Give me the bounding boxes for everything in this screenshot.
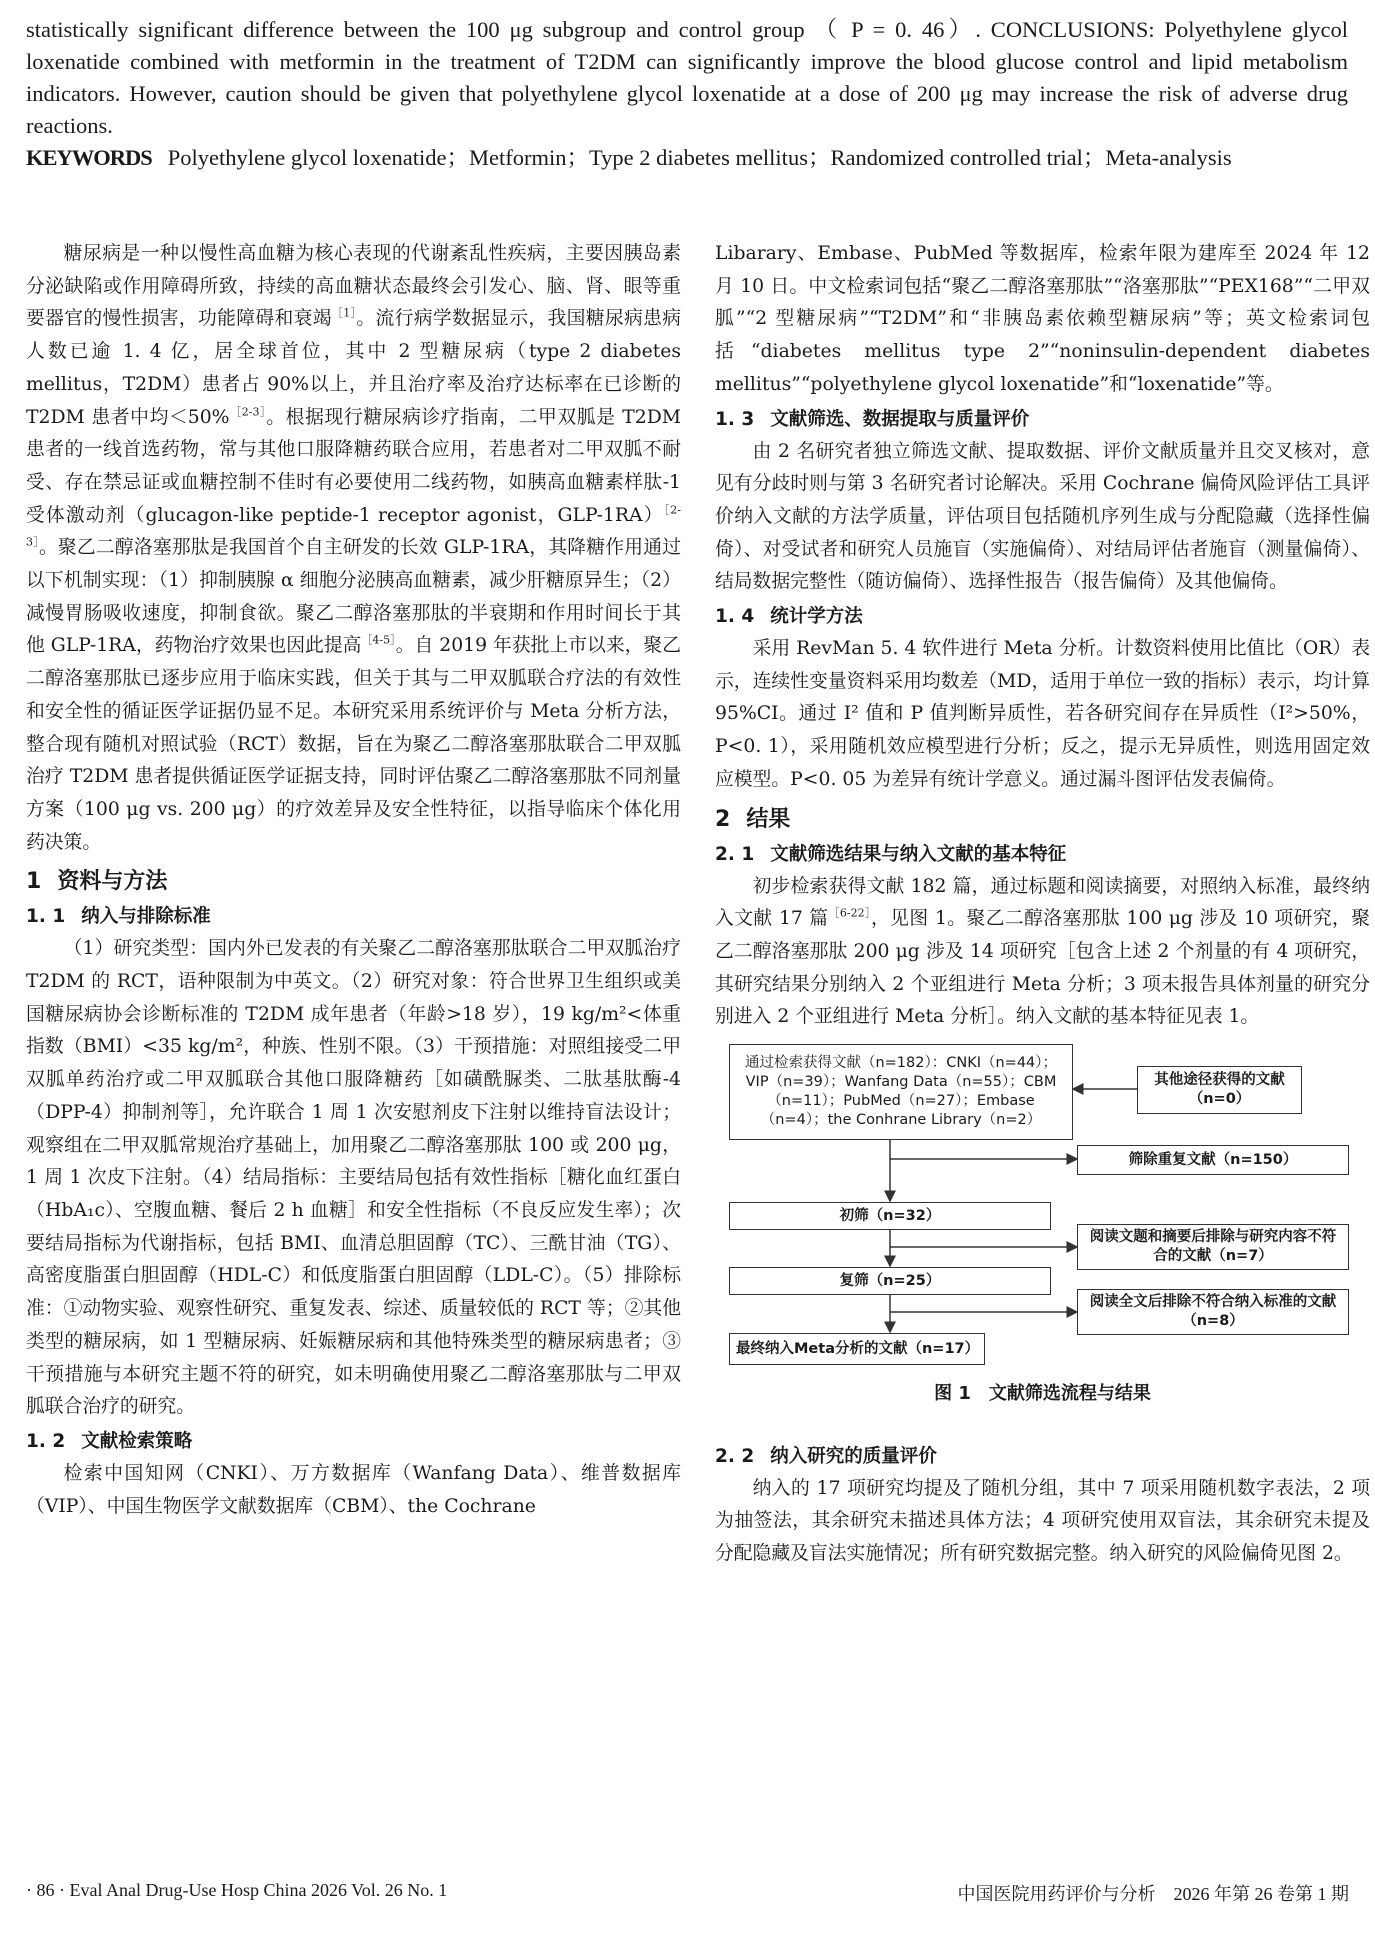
flow-box-duplicates: 筛除重复文献（n=150） — [1077, 1145, 1349, 1175]
flow-box-exclusion-1: 阅读文题和摘要后排除与研究内容不符合的文献（n=7） — [1077, 1224, 1349, 1270]
citation: ［2-3］ — [26, 503, 681, 550]
criteria-paragraph: （1）研究类型：国内外已发表的有关聚乙二醇洛塞那肽联合二甲双胍治疗 T2DM 的 RCT，语种限制为中英文。（2）研究对象：符合世界卫生组织或美国糖尿病协会诊断标准的 T2DM 成年患者（年龄>18 岁），19 kg/m²<体重指数（BMI）<35 kg/m²，种族、性别不限。（3）干预措施：对照组接受二甲双胍单药治疗或二甲双胍联合其他口服降糖药［如磺酰脲类、二肽基肽酶-4（DPP-4）抑制剂等］，允许联合 1 周 1 次安慰剂皮下注射以维持盲法设计；观察组在二甲双胍常规治疗基础上，加用聚乙二醇洛塞那肽 100 或 200 μg，1 周 1 次皮下注射。（4）结局指标：主要结局包括有效性指标［糖化血红蛋白（HbA₁c）、空腹血糖、餐后 2 h 血糖］和安全性指标（不良反应发生率）；次要结局指标为代谢指标，包括 BMI、血清总胆固醇（TC）、三酰甘油（TG）、高密度脂蛋白胆固醇（HDL-C）和低度脂蛋白胆固醇（LDL-C）。（5）排除标准：①动物实验、观察性研究、重复发表、综述、质量较低的 RCT 等；②其他类型的糖尿病，如 1 型糖尿病、妊娠糖尿病和其他特殊类型的糖尿病患者；③干预措施与本研究主题不符的研究，如未明确使用聚乙二醇洛塞那肽与二甲双胍联合治疗的研究。 — [26, 938, 681, 1418]
flow-box-search: 通过检索获得文献（n=182）：CNKI（n=44）；VIP（n=39）；Wanfang Data（n=55）；CBM（n=11）；PubMed（n=27）；Embase（n=4）；the Conhrane Library（n=2） — [729, 1044, 1073, 1140]
screening-paragraph: 由 2 名研究者独立筛选文献、提取数据、评价文献质量并且交叉核对，意见有分歧时则与第 3 名研究者讨论解决。采用 Cochrane 偏倚风险评估工具评价纳入文献的方法学质量，评估项目包括随机序列生成与分配隐藏（选择性偏倚）、对受试者和研究人员施盲（实施偏倚）、对结局评估者施盲（测量偏倚）、结局数据完整性（随访偏倚）、选择性报告（报告偏倚）及其他偏倚。 — [715, 440, 1370, 593]
statistics-paragraph: 采用 RevMan 5. 4 软件进行 Meta 分析。计数资料使用比值比（OR）表示，连续性变量资料采用均数差（MD，适用于单位一致的指标）表示，均计算 95%CI。通过 I² 值和 P 值判断异质性，若各研究间存在异质性（I²>50%，P<0. 1），采用随机效应模型进行分析；反之，提示无异质性，则选用固定效应模型。P<0. 05 为差异有统计学意义。通过漏斗图评估发表偏倚。 — [715, 638, 1370, 790]
keywords-line — [26, 142, 1348, 174]
keywords-label: KEYWORDS — [26, 145, 152, 170]
section-heading-1: 1 资料与方法 — [26, 869, 168, 895]
citation: ［1］ — [331, 307, 357, 321]
subsection-heading-2-1: 2. 1 文献筛选结果与纳入文献的基本特征 — [715, 843, 1067, 865]
flow-diagram — [715, 1042, 1370, 1372]
figure-caption: 图 1 文献筛选流程与结果 — [934, 1383, 1151, 1405]
subsection-heading-1-3: 1. 3 文献筛选、数据提取与质量评价 — [715, 408, 1030, 430]
abstract-conclusion: statistically significant difference between the 100 μg subgroup and control group （ P = 0. 46）. CONCLUSIONS: Polyethylene glycol loxenatide combined with metformin in the treatment of T2DM can significantly improve the blood glucose control and lipid metabolism indicators. However, caution should be given that polyethylene glycol loxenatide at a dose of 200 μg may increase the risk of adverse drug reactions. — [26, 17, 1348, 138]
search-strategy-continued: Libarary、Embase、PubMed 等数据库，检索年限为建库至 2024 年 12 月 10 日。中文检索词包括“聚乙二醇洛塞那肽”“洛塞那肽”“PEX168”“二甲双胍”“2 型糖尿病”“T2DM”和“非胰岛素依赖型糖尿病”等；英文检索词包括“diabetes mellitus type 2”“noninsulin-dependent diabetes mellitus”“polyethylene glycol loxenatide”和“loxenatide”等。 — [715, 243, 1370, 395]
right-column — [715, 238, 1370, 1571]
search-strategy-paragraph: 检索中国知网（CNKI）、万方数据库（Wanfang Data）、维普数据库（VIP）、中国生物医学文献数据库（CBM）、the Cochrane — [26, 1462, 681, 1517]
left-column — [26, 238, 681, 1523]
citation: ［2-3］ — [229, 405, 267, 419]
footer-left: · 86 · Eval Anal Drug-Use Hosp China 2026 Vol. 26 No. 1 — [26, 1880, 448, 1900]
flow-box-exclusion-2: 阅读全文后排除不符合纳入标准的文献（n=8） — [1077, 1289, 1349, 1335]
subsection-heading-2-2: 2. 2 纳入研究的质量评价 — [715, 1445, 937, 1467]
section-heading-2: 2 结果 — [715, 806, 791, 832]
subsection-heading-1-1: 1. 1 纳入与排除标准 — [26, 906, 211, 928]
flow-box-first-screen: 初筛（n=32） — [729, 1202, 1051, 1230]
flow-box-second-screen: 复筛（n=25） — [729, 1267, 1051, 1295]
flow-box-final: 最终纳入Meta分析的文献（n=17） — [729, 1333, 985, 1365]
citation: ［4-5］ — [361, 634, 396, 648]
footer-right: 中国医院用药评价与分析 2026 年第 26 卷第 1 期 — [957, 1884, 1349, 1904]
subsection-heading-1-2: 1. 2 文献检索策略 — [26, 1430, 193, 1452]
quality-paragraph: 纳入的 17 项研究均提及了随机分组，其中 7 项采用随机数字表法，2 项为抽签法，其余研究未描述具体方法；4 项研究使用双盲法，其余研究未提及分配隐藏及盲法实施情况；所有研究数据完整。纳入研究的风险偏倚见图 2。 — [715, 1477, 1370, 1565]
abstract-block — [26, 14, 1348, 174]
intro-paragraph: 糖尿病是一种以慢性高血糖为核心表现的代谢紊乱性疾病，主要因胰岛素分泌缺陷或作用障碍所致，持续的高血糖状态最终会引发心、脑、肾、眼等重要器官的慢性损害，功能障碍和衰竭$^{[1]}$。流行病学数据显示，我国糖尿病患病人数已逾 1. 4 亿，居全球首位，其中 2 型糖尿病（type 2 diabetes mellitus，T2DM）患者占 90%以上，并且治疗率及治疗达标率在已诊断的 T2DM 患者中均＜50%$^{[2-3]}$。根据现行糖尿病诊疗指南，二甲双胍是 T2DM 患者的一线首选药物，常与其他口服降糖药联合应用，若患者对二甲双胍不耐受、存在禁忌证或血糖控制不佳时有必要使用二线药物，如胰高血糖素样肽-1 受体激动剂（glucagon-like peptide-1 receptor agonist，GLP-1RA）$^{[2-3]}$。聚乙二醇洛塞那肽是我国首个自主研发的长效 GLP-1RA，其降糖作用通过以下机制实现：（1）抑制胰腺 α 细胞分泌胰高血糖素，减少肝糖原异生；（2）减慢胃肠吸收速度，抑制食欲。聚乙二醇洛塞那肽的半衰期和作用时间长于其他 GLP-1RA，药物治疗效果也因此提高$^{[4-5]}$。自 2019 年获批上市以来，聚乙二醇洛塞那肽已逐步应用于临床实践，但关于其与二甲双胍联合疗法的有效性和安全性的循证医学证据仍显不足。本研究采用系统评价与 Meta 分析方法，整合现有随机对照试验（RCT）数据，旨在为聚乙二醇洛塞那肽联合二甲双胍治疗 T2DM 患者提供循证医学证据支持，同时评估聚乙二醇洛塞那肽不同剂量方案（100 μg vs. 200 μg）的疗效差异及安全性特征，以指导临床个体化用药决策。 — [26, 243, 682, 853]
keywords-text: Polyethylene glycol loxenatide；Metformin；Type 2 diabetes mellitus；Randomized controlled trial；Meta-analysis — [167, 145, 1232, 170]
flow-box-other-sources: 其他途径获得的文献（n=0） — [1137, 1066, 1302, 1114]
results-paragraph: 初步检索获得文献 182 篇，通过标题和阅读摘要，对照纳入标准，最终纳入文献 17 篇$^{[6-22]}$，见图 1。聚乙二醇洛塞那肽 100 μg 涉及 10 项研究，聚乙二醇洛塞那肽 200 μg 涉及 14 项研究［包含上述 2 个剂量的有 4 项研究，其研究结果分别纳入 2 个亚组进行 Meta 分析；3 项未报告具体剂量的研究分别进入 2 个亚组进行 Meta 分析］。纳入文献的基本特征见表 1。 — [715, 875, 1370, 1028]
citation: ［6-22］ — [828, 906, 871, 920]
subsection-heading-1-4: 1. 4 统计学方法 — [715, 606, 863, 628]
